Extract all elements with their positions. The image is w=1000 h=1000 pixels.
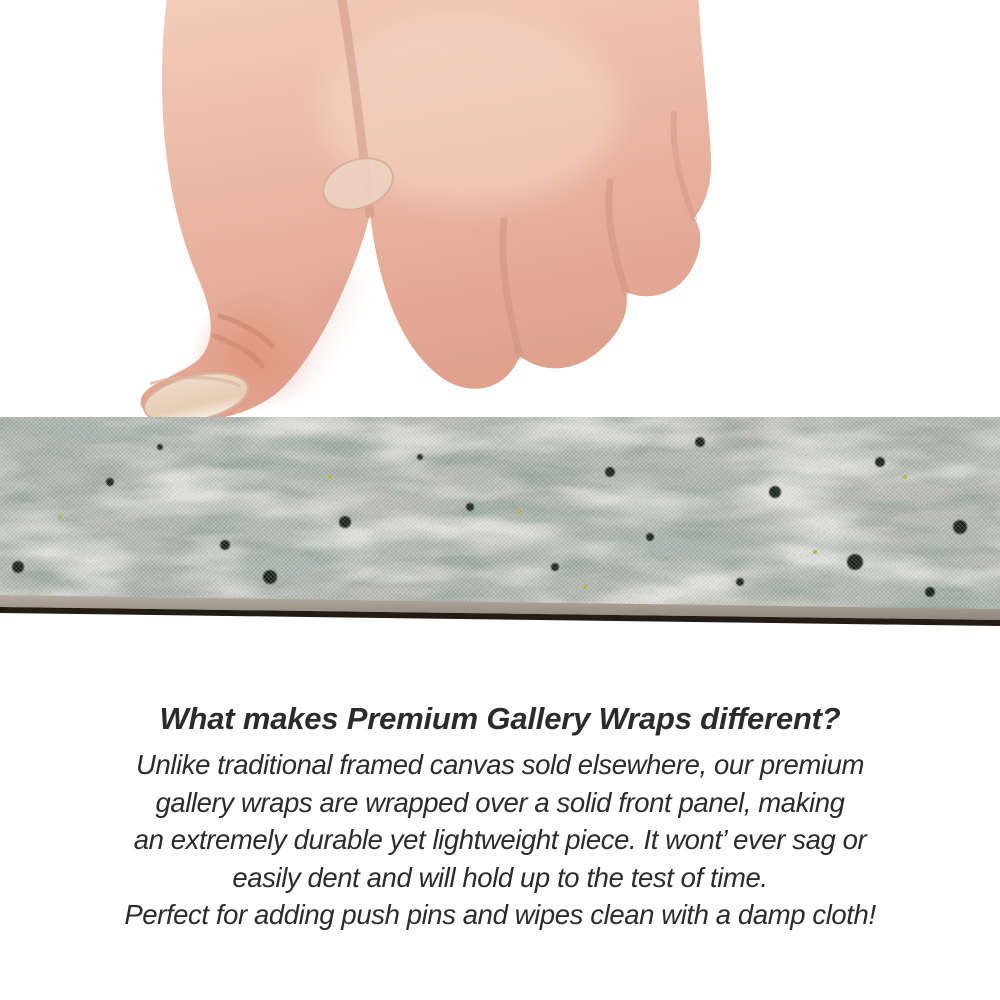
info-body-line: Unlike traditional framed canvas sold elsewhere, our premium (135, 749, 864, 780)
canvas-strip (0, 417, 1000, 629)
info-body-line: an extremely durable yet lightweight piece. It wont’ ever sag or (133, 824, 867, 855)
info-body-line: gallery wraps are wrapped over a solid front panel, making (155, 786, 845, 818)
info-body-line: Perfect for adding push pins and wipes clean with a damp cloth! (124, 899, 876, 930)
info-block (0, 701, 1000, 934)
hand-graphic (0, 0, 1000, 430)
canvas-texture (0, 417, 1000, 629)
info-heading: What makes Premium Gallery Wraps different? (159, 701, 841, 736)
info-body-line: easily dent and will hold up to the test of time. (232, 861, 768, 893)
